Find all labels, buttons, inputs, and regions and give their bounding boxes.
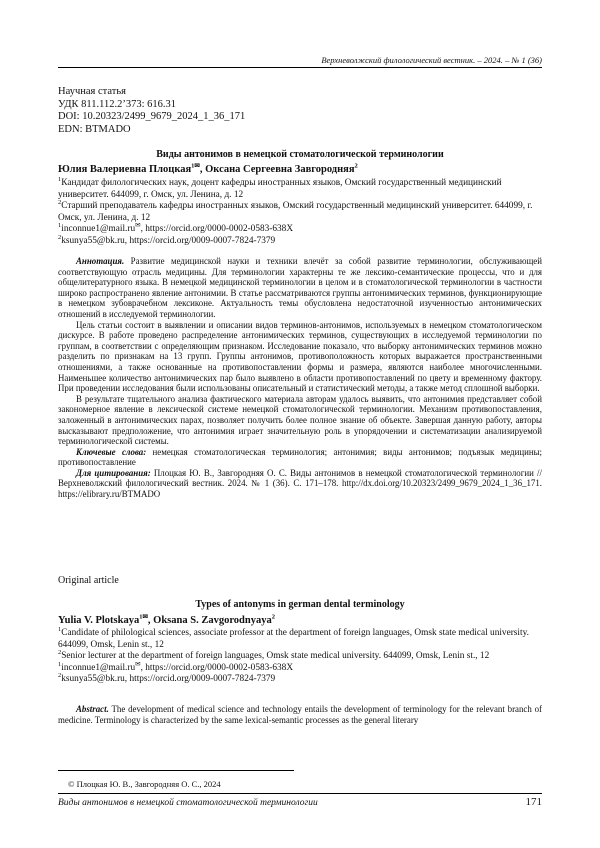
email-link[interactable]: inconnue1@mail.ru [61, 224, 136, 235]
header-rule [58, 67, 542, 68]
citation-label: Для цитирования: [76, 467, 151, 478]
abstract-paragraph [58, 704, 542, 725]
citation-text: Плоцкая Ю. В., Завгородняя О. С. Виды антонимов в немецкой стоматологической терминологии // Верхневолжский филологический вестник. 2024. № 1 (36). С. 171–178. http://dx.doi.org/10.20323/2499_9679_2024_1_36_171. https://elibrary.ru/BTMADO [58, 467, 542, 500]
contact-sup: 1 [58, 660, 62, 668]
running-header: Верхневолжский филологический вестник. – 2024. – № 1 (36) [321, 55, 542, 65]
footnote-rule [58, 770, 294, 771]
en-affiliations [58, 625, 542, 686]
aff-text: Кандидат филологических наук, доцент кафедры иностранных языков, Омский государственный медицинский университет. 644099, г. Омск, ул. Ленина, д. 12 [58, 178, 502, 200]
aff-sup: 1 [58, 175, 62, 183]
aff-sup: 1 [58, 625, 62, 633]
en-author-2-sup: 2 [271, 613, 275, 621]
en-affiliation-1 [58, 625, 542, 651]
ru-author-1-sup: 1✉ [191, 162, 200, 170]
aff-sup: 2 [58, 199, 62, 207]
edn: EDN: BTMADO [58, 123, 131, 135]
en-contact-1 [58, 660, 542, 675]
article-type: Научная статья [58, 86, 126, 97]
envelope-icon: ✉ [135, 222, 141, 230]
ru-author-2: Оксана Сергеевна Завгородняя [205, 164, 355, 175]
author-separator: , [199, 164, 206, 175]
page-number: 171 [525, 796, 542, 808]
udk-code: УДК 811.112.2’373: 616.31 [58, 98, 177, 110]
orcid-link[interactable]: , https://orcid.org/0000-0002-0583-638X [140, 662, 294, 673]
running-footer-title: Виды антонимов в немецкой стоматологической терминологии [58, 798, 318, 808]
aff-text: Старший преподаватель кафедры иностранных языков, Омский государственный медицинский университет. 644099, г. Омск, ул. Ленина, д. 12 [58, 201, 533, 223]
en-abstract [58, 704, 542, 725]
en-article-type: Original article [58, 575, 119, 586]
abstract-paragraph: В результате тщательного анализа фактического материала авторам удалось выявить, что антонимия представляет собой закономерное явление в лексической системе немецкой стоматологической терминологии. Механизм противопоставления, заложенный в антонимических парах, позволяет получить более полное знание об объекте. Завершая данную работу, авторы высказывают предположение, что антонимия играет значительную роль в упорядочении и систематизации анализируемой терминологической системы. [58, 393, 542, 447]
abstract-label: Аннотация. [76, 256, 125, 266]
ru-affiliations [58, 175, 542, 248]
ru-contact-2 [58, 233, 542, 248]
en-author-1: Yulia V. Plotskaya [58, 615, 140, 626]
ru-author-2-sup: 2 [354, 162, 358, 170]
aff-sup: 2 [58, 649, 62, 657]
ru-title: Виды антонимов в немецкой стоматологической терминологии [156, 149, 444, 160]
ru-abstract [58, 256, 542, 500]
en-affiliation-2 [58, 651, 542, 663]
ru-affiliation-1 [58, 175, 542, 201]
en-contact-2 [58, 674, 542, 686]
footer-rule [58, 793, 542, 794]
en-author-1-sup: 1✉ [139, 613, 148, 621]
keywords [58, 447, 542, 468]
email-orcid-link[interactable]: ksunya55@bk.ru, https://orcid.org/0009-0007-7824-7379 [61, 235, 276, 246]
aff-text: Senior lecturer at the department of foreign languages, Omsk state medical university. 644099, Omsk, Lenin st., 12 [61, 651, 490, 662]
contact-sup: 1 [58, 222, 62, 230]
en-authors [58, 615, 275, 626]
en-author-2: Oksana S. Zavgorodnyaya [153, 615, 272, 626]
abstract-text: Развитие медицинской науки и техники влечёт за собой развитие терминологии, обслуживающей соответствующую отрасль медицины. Для терминологии характерны те же лексико-семантические процессы, что и для общелитературного языка. В немецкой медицинской терминологии в целом и в стоматологической терминологии в частности широко распространено явление антонимии. В статье рассматриваются группы антонимических терминов, функционирующие в немецком зубоврачебном лексиконе. Актуальность темы обусловлена недостаточной изученностью антонимических отношений в исследуемой терминологии. [58, 256, 542, 319]
contact-sup: 2 [58, 672, 62, 680]
abstract-text: The development of medical science and technology entails the development of terminology for the relevant branch of medicine. Terminology is characterized by the same lexical-semantic processes as the general literary [58, 704, 542, 725]
keywords-text: немецкая стоматологическая терминология; антонимия; виды антонимов; подъязык медицины; противопоставление [58, 446, 542, 468]
copyright-footnote: © Плоцкая Ю. В., Завгородняя О. С., 2024 [68, 779, 221, 789]
abstract-paragraph [58, 256, 542, 320]
keywords-label: Ключевые слова: [76, 446, 147, 457]
ru-authors [58, 164, 358, 175]
email-orcid-link[interactable]: ksunya55@bk.ru, https://orcid.org/0009-0007-7824-7379 [61, 674, 276, 685]
contact-sup: 2 [58, 233, 62, 241]
en-title: Types of antonyms in german dental terminology [195, 599, 405, 610]
citation [58, 468, 542, 500]
orcid-link[interactable]: , https://orcid.org/0000-0002-0583-638X [140, 224, 294, 235]
author-separator: , [147, 615, 154, 626]
doi[interactable]: DOI: 10.20323/2499_9679_2024_1_36_171 [58, 111, 246, 122]
email-link[interactable]: inconnue1@mail.ru [61, 662, 136, 673]
abstract-paragraph: Цель статьи состоит в выявлении и описании видов терминов-антонимов, используемых в немецком стоматологическом дискурсе. В работе проведено распределение антонимических терминов, существующих в исследуемой терминологии по группам, в соответствии с определяющим признаком. Исследование показало, что выборку антонимических терминов можно разделить по признакам на 13 групп. Группы антонимов, противоположность которых выражается пространственными отношениями, а также основанные на противопоставлении формы и размера, являются наиболее многочисленными. Наименьшее количество антонимических пар было выявлено в области противопоставлений по цвету и временному фактору. При проведении исследования были использованы описательный и статистический методы, а также метод сплошной выборки. [58, 319, 542, 394]
ru-affiliation-2 [58, 201, 542, 224]
ru-author-1: Юлия Валериевна Плоцкая [58, 164, 192, 175]
abstract-label: Abstract. [76, 704, 109, 714]
article-meta [58, 86, 245, 136]
envelope-icon: ✉ [135, 660, 141, 668]
ru-contact-1 [58, 224, 542, 236]
aff-text: Candidate of philological sciences, associate professor at the department of foreign languages, Omsk state medical university. 644099, Omsk, Lenin st., 12 [58, 628, 529, 650]
